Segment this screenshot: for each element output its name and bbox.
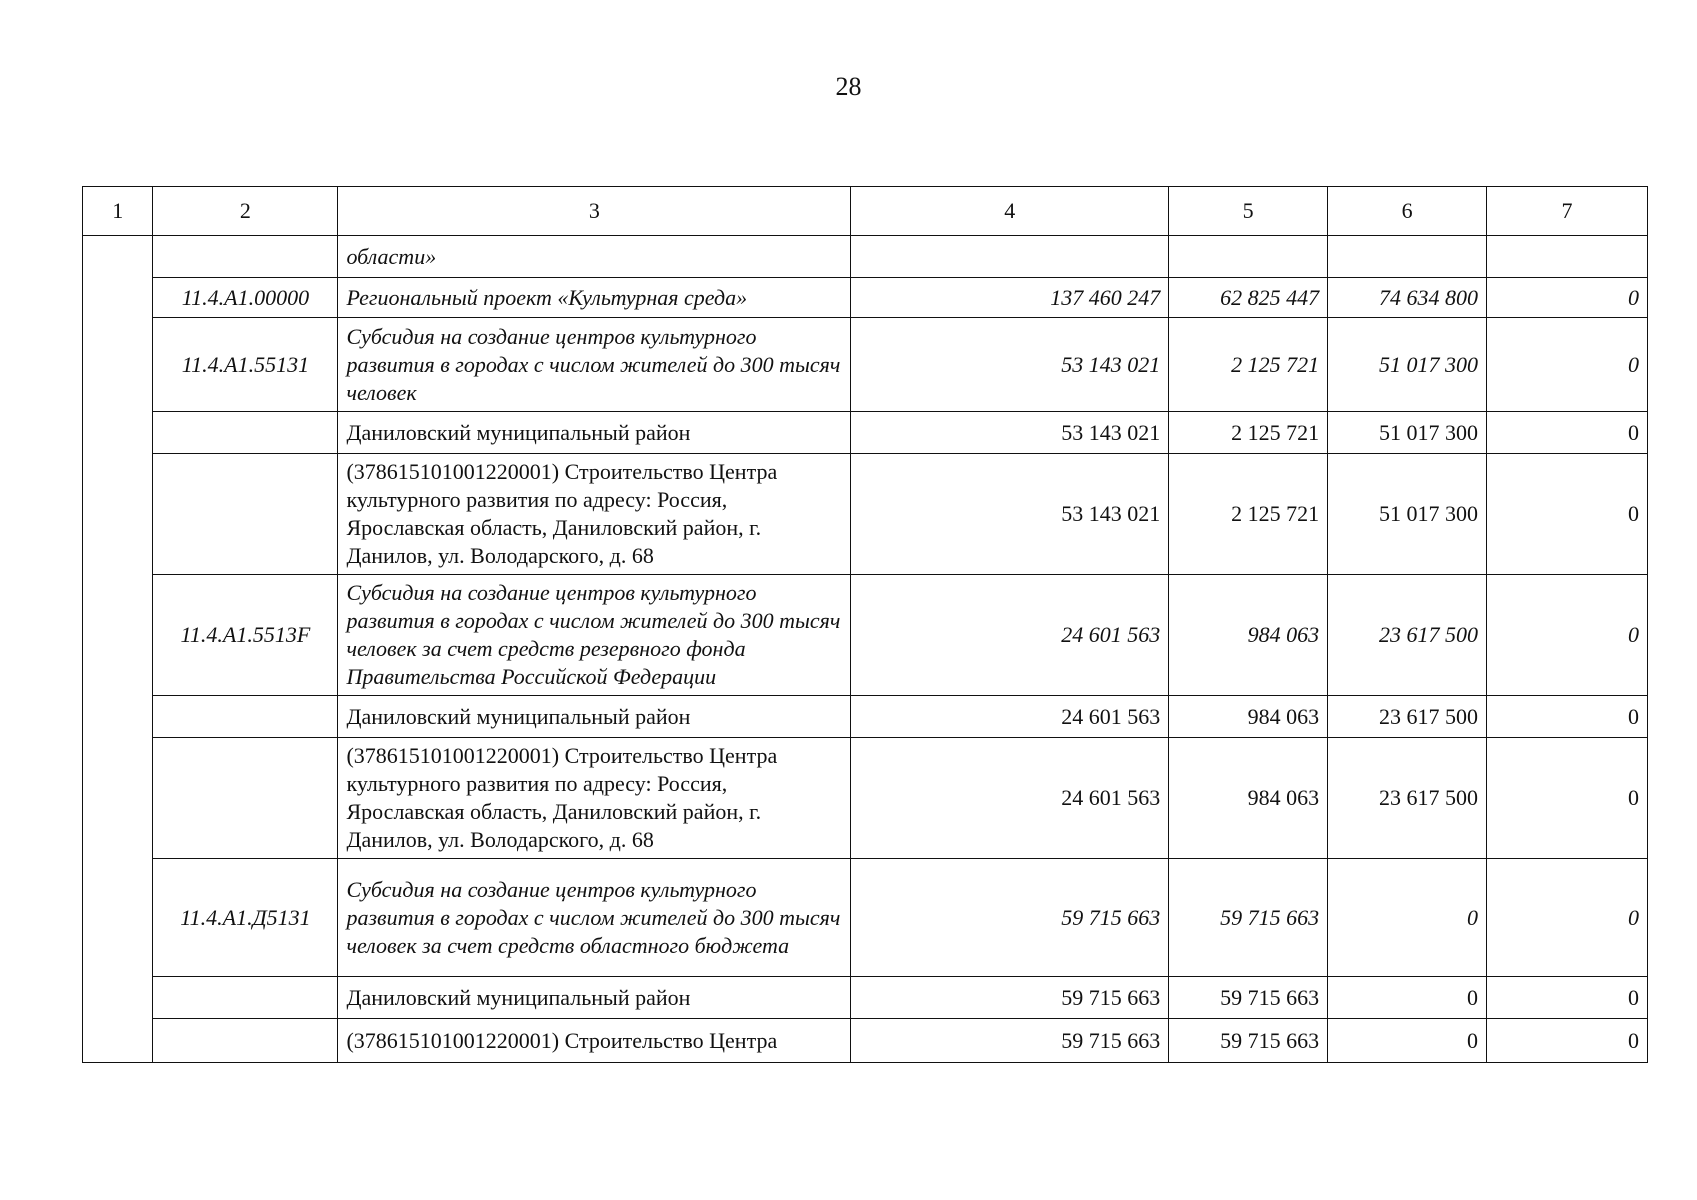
cell-name: (378615101001220001) Строительство Центра [338, 1019, 851, 1063]
table-row [83, 859, 1648, 977]
cell-col-5: 59 715 663 [1169, 1019, 1328, 1063]
table-row [83, 575, 1648, 696]
cell-col-6 [1328, 236, 1487, 278]
cell-col-5: 59 715 663 [1169, 859, 1328, 977]
cell-col-6: 23 617 500 [1328, 575, 1487, 696]
cell-col-6: 0 [1328, 977, 1487, 1019]
cell-col-7: 0 [1487, 575, 1648, 696]
cell-col-4 [851, 236, 1169, 278]
cell-col-6: 51 017 300 [1328, 412, 1487, 454]
cell-name: (378615101001220001) Строительство Центра культурного развития по адресу: Россия, Ярославская область, Даниловский район, г. Данилов, ул. Володарского, д. 68 [338, 738, 851, 859]
table-row [83, 236, 1648, 278]
cell-col-4: 24 601 563 [851, 575, 1169, 696]
budget-table [82, 186, 1648, 1063]
table-row [83, 696, 1648, 738]
cell-col-6: 51 017 300 [1328, 454, 1487, 575]
table-row [83, 977, 1648, 1019]
cell-code [153, 412, 338, 454]
cell-code [153, 696, 338, 738]
cell-col-6: 0 [1328, 1019, 1487, 1063]
cell-col-5: 59 715 663 [1169, 977, 1328, 1019]
cell-col-7: 0 [1487, 738, 1648, 859]
table-row [83, 454, 1648, 575]
cell-col-6: 0 [1328, 859, 1487, 977]
cell-col-4: 53 143 021 [851, 454, 1169, 575]
cell-col-5: 2 125 721 [1169, 318, 1328, 412]
cell-name: Субсидия на создание центров культурного развития в городах с числом жителей до 300 тысяч человек за счет средств областного бюджета [338, 859, 851, 977]
cell-col-5 [1169, 236, 1328, 278]
cell-col-4: 53 143 021 [851, 318, 1169, 412]
cell-name: Даниловский муниципальный район [338, 412, 851, 454]
cell-col-6: 74 634 800 [1328, 278, 1487, 318]
table-row [83, 318, 1648, 412]
cell-col-1 [83, 236, 153, 1063]
cell-code: 11.4.A1.Д5131 [153, 859, 338, 977]
cell-col-6: 23 617 500 [1328, 696, 1487, 738]
cell-col-7: 0 [1487, 278, 1648, 318]
header-row [83, 187, 1648, 236]
cell-col-7 [1487, 236, 1648, 278]
cell-col-5: 2 125 721 [1169, 412, 1328, 454]
cell-col-7: 0 [1487, 1019, 1648, 1063]
cell-col-4: 24 601 563 [851, 738, 1169, 859]
cell-col-4: 59 715 663 [851, 1019, 1169, 1063]
table-row [83, 412, 1648, 454]
cell-name: области» [338, 236, 851, 278]
cell-name: Субсидия на создание центров культурного развития в городах с числом жителей до 300 тысяч человек [338, 318, 851, 412]
cell-col-7: 0 [1487, 454, 1648, 575]
header-col-1: 1 [83, 187, 153, 236]
cell-name: Даниловский муниципальный район [338, 977, 851, 1019]
cell-code [153, 977, 338, 1019]
cell-col-5: 984 063 [1169, 696, 1328, 738]
cell-col-4: 59 715 663 [851, 977, 1169, 1019]
cell-col-4: 53 143 021 [851, 412, 1169, 454]
header-col-5: 5 [1169, 187, 1328, 236]
cell-name: Субсидия на создание центров культурного развития в городах с числом жителей до 300 тысяч человек за счет средств резервного фонда Правительства Российской Федерации [338, 575, 851, 696]
cell-code: 11.4.A1.5513F [153, 575, 338, 696]
cell-name: Региональный проект «Культурная среда» [338, 278, 851, 318]
cell-col-7: 0 [1487, 318, 1648, 412]
header-col-3: 3 [338, 187, 851, 236]
page-number: 28 [835, 72, 862, 101]
table-row [83, 1019, 1648, 1063]
cell-code [153, 236, 338, 278]
cell-col-5: 2 125 721 [1169, 454, 1328, 575]
cell-code: 11.4.A1.00000 [153, 278, 338, 318]
table-body [83, 236, 1648, 1063]
cell-code [153, 454, 338, 575]
header-col-2: 2 [153, 187, 338, 236]
cell-code [153, 1019, 338, 1063]
cell-col-4: 137 460 247 [851, 278, 1169, 318]
cell-name: Даниловский муниципальный район [338, 696, 851, 738]
table-row [83, 738, 1648, 859]
cell-col-7: 0 [1487, 859, 1648, 977]
cell-name: (378615101001220001) Строительство Центра культурного развития по адресу: Россия, Ярославская область, Даниловский район, г. Данилов, ул. Володарского, д. 68 [338, 454, 851, 575]
cell-col-4: 24 601 563 [851, 696, 1169, 738]
cell-col-5: 984 063 [1169, 575, 1328, 696]
cell-col-6: 51 017 300 [1328, 318, 1487, 412]
cell-col-6: 23 617 500 [1328, 738, 1487, 859]
cell-code [153, 738, 338, 859]
cell-col-5: 984 063 [1169, 738, 1328, 859]
cell-col-7: 0 [1487, 696, 1648, 738]
table-row [83, 278, 1648, 318]
cell-col-7: 0 [1487, 977, 1648, 1019]
cell-col-4: 59 715 663 [851, 859, 1169, 977]
cell-col-5: 62 825 447 [1169, 278, 1328, 318]
header-col-6: 6 [1328, 187, 1487, 236]
header-col-4: 4 [851, 187, 1169, 236]
cell-col-7: 0 [1487, 412, 1648, 454]
header-col-7: 7 [1487, 187, 1648, 236]
cell-code: 11.4.A1.55131 [153, 318, 338, 412]
